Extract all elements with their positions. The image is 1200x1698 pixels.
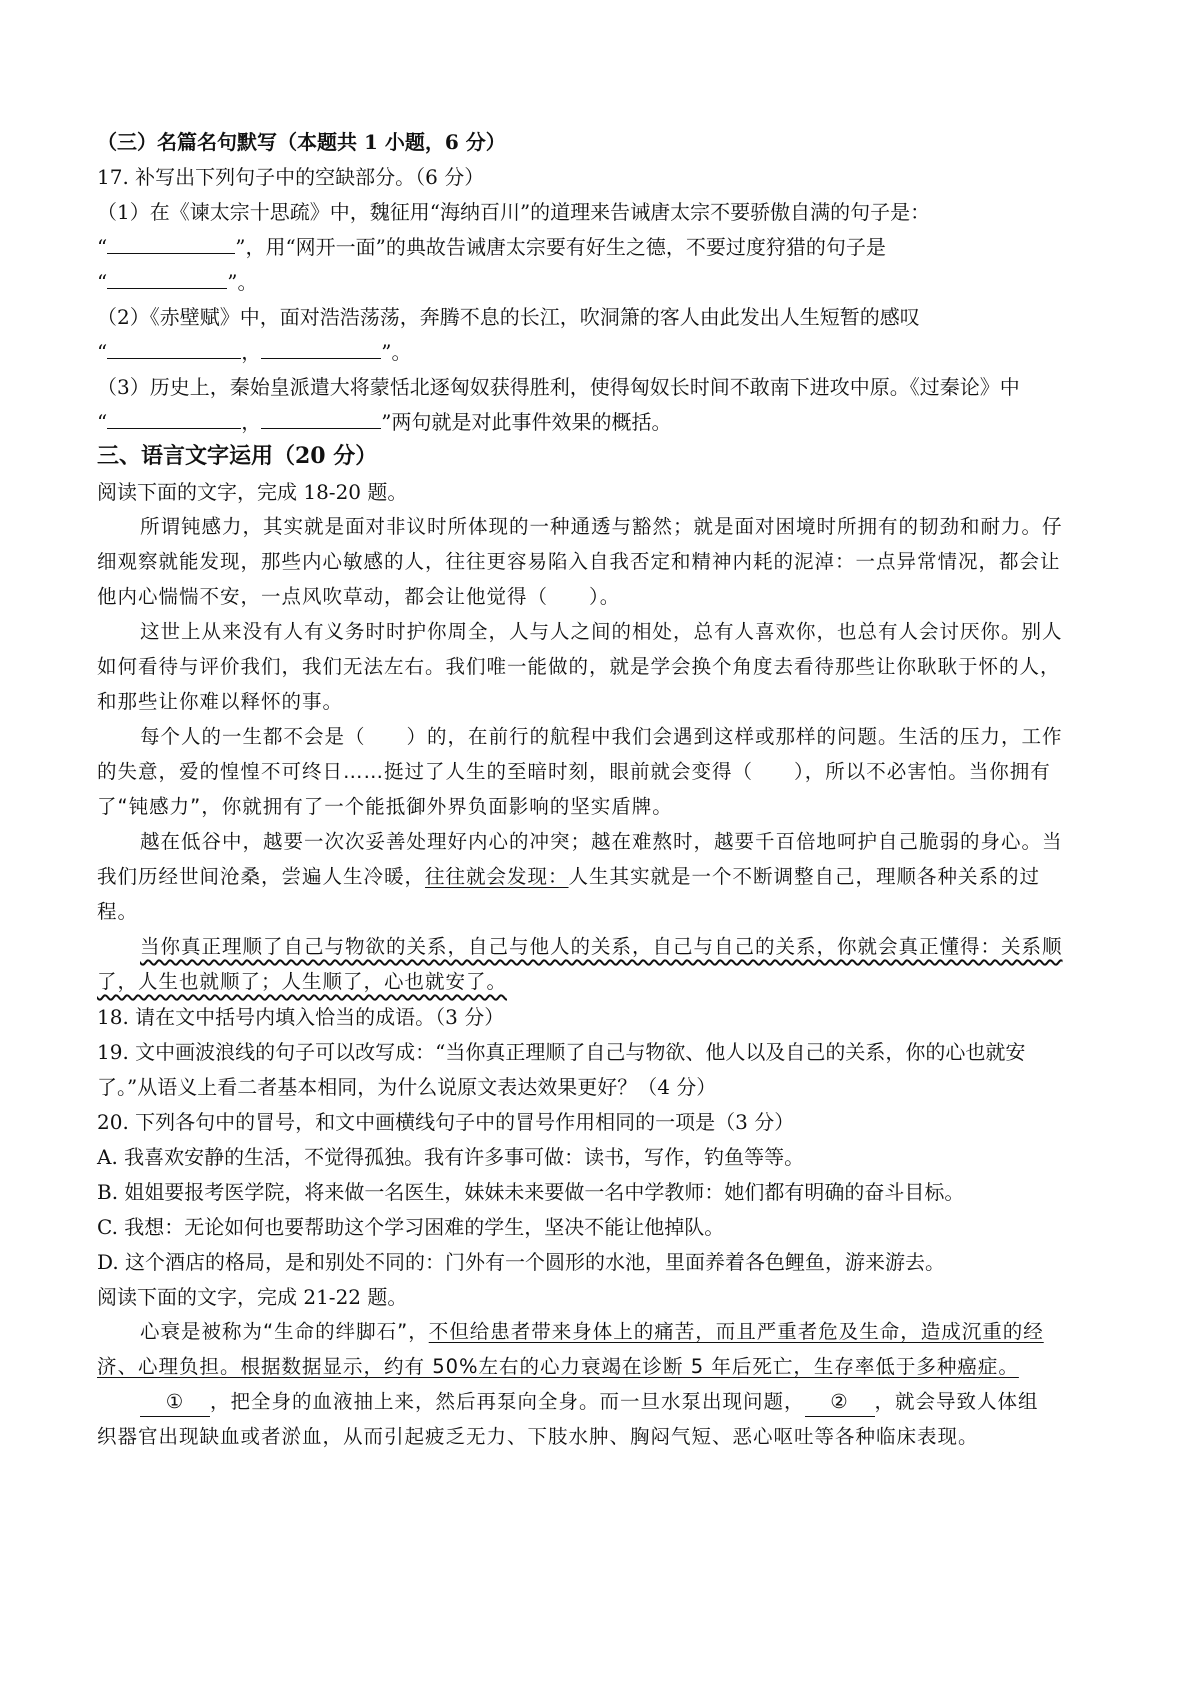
quote-open: “ bbox=[97, 235, 108, 259]
question-17-2-prompt: （2）《赤壁赋》中，面对浩浩荡荡，奔腾不息的长江，吹洞箫的客人由此发出人生短暂的感叹 bbox=[97, 305, 920, 329]
quote-close: ”。 bbox=[227, 270, 258, 294]
option-b: B. 姐姐要报考医学院，将来做一名医生，妹妹未来要做一名中学教师：她们都有明确的奋斗目标。 bbox=[97, 1180, 965, 1204]
question-17-1-text: ”，用“网开一面”的典故告诫唐太宗要有好生之德，不要过度狩猎的句子是 bbox=[235, 235, 886, 259]
passage-line bbox=[97, 1353, 1140, 1381]
passage-line: 如何看待与评价我们，我们无法左右。我们唯一能做的，就是学会换个角度去看待那些让你耿耿于怀的人， bbox=[97, 655, 1061, 678]
passage-line: 所谓钝感力，其实就是面对非议时所体现的一种通透与豁然；就是面对困境时所拥有的韧劲和耐力。仔 bbox=[140, 515, 1063, 538]
question-18: 18. 请在文中括号内填入恰当的成语。（3 分） bbox=[97, 1005, 505, 1029]
passage-line-wavy bbox=[140, 933, 1140, 961]
passage-line bbox=[140, 1388, 1140, 1417]
passage-line: 织器官出现缺血或者淤血，从而引起疲乏无力、下肢水肿、胸闷气短、恶心呕吐等各种临床表现。 bbox=[97, 1425, 979, 1448]
question-17: 17. 补写出下列句子中的空缺部分。（6 分） bbox=[97, 165, 485, 189]
question-17-3-text: ”两句就是对此事件效果的概括。 bbox=[381, 410, 672, 434]
question-17-1-line2 bbox=[97, 233, 1140, 261]
passage-line: 每个人的一生都不会是（ ）的，在前行的航程中我们会遇到这样或那样的问题。生活的压力，工作 bbox=[140, 725, 1063, 748]
question-19-cont: 了。”从语义上看二者基本相同，为什么说原文表达效果更好？（4 分） bbox=[97, 1075, 717, 1099]
passage-line bbox=[140, 1318, 1140, 1346]
passage-text: 我们历经世间沧桑，尝遍人生冷暖， bbox=[97, 865, 426, 888]
question-17-2-line2 bbox=[97, 338, 1140, 366]
passage-line: 越在低谷中，越要一次次妥善处理好内心的冲突；越在难熬时，越要千百倍地呵护自己脆弱的身心。当 bbox=[140, 830, 1063, 853]
section-heading-recitation: （三）名篇名句默写（本题共 1 小题，6 分） bbox=[97, 130, 506, 154]
passage-line: 这世上从来没有人有义务时时护你周全，人与人之间的相处，总有人喜欢你，也总有人会讨厌你。别人 bbox=[140, 620, 1063, 643]
wavy-underlined-sentence: 了，人生也就顺了；人生顺了，心也就安了。 bbox=[97, 970, 508, 993]
option-a: A. 我喜欢安静的生活，不觉得孤独。我有许多事可做：读书，写作，钓鱼等等。 bbox=[97, 1145, 805, 1169]
answer-blank[interactable] bbox=[107, 408, 241, 429]
answer-blank[interactable] bbox=[107, 233, 235, 254]
reading-intro-21-22: 阅读下面的文字，完成 21-22 题。 bbox=[97, 1285, 408, 1309]
passage-line: 细观察就能发现，那些内心敏感的人，往往更容易陷入自我否定和精神内耗的泥淖：一点异常情况，都会让 bbox=[97, 550, 1061, 573]
passage-line bbox=[97, 863, 1140, 891]
passage-line: 他内心惴惴不安，一点风吹草动，都会让他觉得（ ）。 bbox=[97, 585, 621, 608]
option-c: C. 我想：无论如何也要帮助这个学习困难的学生，坚决不能让他掉队。 bbox=[97, 1215, 725, 1239]
question-20: 20. 下列各句中的冒号，和文中画横线句子中的冒号作用相同的一项是（3 分） bbox=[97, 1110, 795, 1134]
answer-blank[interactable] bbox=[107, 338, 241, 359]
answer-blank[interactable] bbox=[107, 268, 227, 289]
question-19: 19. 文中画波浪线的句子可以改写成：“当你真正理顺了自己与物欲、他人以及自己的关系，你的心也就安 bbox=[97, 1040, 1026, 1064]
question-17-3-prompt: （3）历史上，秦始皇派遣大将蒙恬北逐匈奴获得胜利，使得匈奴长时间不敢南下进攻中原。《过秦论》中 bbox=[97, 375, 1020, 399]
question-17-1-prompt: （1）在《谏太宗十思疏》中，魏征用“海纳百川”的道理来告诫唐太宗不要骄傲自满的句子是： bbox=[97, 200, 931, 224]
section-heading-language-use: 三、语言文字运用（20 分） bbox=[97, 443, 378, 469]
quote-open: “ bbox=[97, 410, 108, 434]
passage-line: 程。 bbox=[97, 900, 139, 923]
passage-text: 人生其实就是一个不断调整自己，理顺各种关系的过 bbox=[568, 865, 1041, 888]
passage-text: ，就会导致人体组 bbox=[874, 1390, 1039, 1413]
underlined-sentence: 不但给患者带来身体上的痛苦，而且严重者危及生命，造成沉重的经 bbox=[428, 1320, 1044, 1343]
numbered-blank-2[interactable]: ② bbox=[805, 1388, 875, 1417]
passage-line: 的失意，爱的惶惶不可终日……挺过了人生的至暗时刻，眼前就会变得（ ），所以不必害怕。当你拥有 bbox=[97, 760, 1051, 783]
passage-text: 心衰是被称为“生命的绊脚石”， bbox=[140, 1320, 429, 1343]
underlined-sentence: 济、心理负担。根据数据显示，约有 50%左右的心力衰竭在诊断 5 年后死亡，生存率低于多种癌症。 bbox=[97, 1355, 1019, 1378]
question-17-3-line2 bbox=[97, 408, 1140, 436]
comma: ， bbox=[241, 410, 262, 434]
passage-line-wavy bbox=[97, 968, 1140, 996]
wavy-underlined-sentence: 当你真正理顺了自己与物欲的关系，自己与他人的关系，自己与自己的关系，你就会真正懂得：关系顺 bbox=[140, 935, 1063, 958]
quote-open: “ bbox=[97, 340, 108, 364]
comma: ， bbox=[241, 340, 262, 364]
underlined-phrase: 往往就会发现： bbox=[425, 865, 569, 888]
numbered-blank-1[interactable]: ① bbox=[140, 1388, 210, 1417]
passage-line: 和那些让你难以释怀的事。 bbox=[97, 690, 344, 713]
passage-line: 了“钝感力”，你就拥有了一个能抵御外界负面影响的坚实盾牌。 bbox=[97, 795, 673, 818]
reading-intro-18-20: 阅读下面的文字，完成 18-20 题。 bbox=[97, 480, 408, 504]
answer-blank[interactable] bbox=[261, 338, 381, 359]
quote-close: ”。 bbox=[381, 340, 412, 364]
question-17-1-line3 bbox=[97, 268, 1140, 296]
answer-blank[interactable] bbox=[261, 408, 381, 429]
passage-text: ，把全身的血液抽上来，然后再泵向全身。而一旦水泵出现问题， bbox=[210, 1390, 805, 1413]
option-d: D. 这个酒店的格局，是和别处不同的：门外有一个圆形的水池，里面养着各色鲤鱼，游来游去。 bbox=[97, 1250, 946, 1274]
quote-open: “ bbox=[97, 270, 108, 294]
